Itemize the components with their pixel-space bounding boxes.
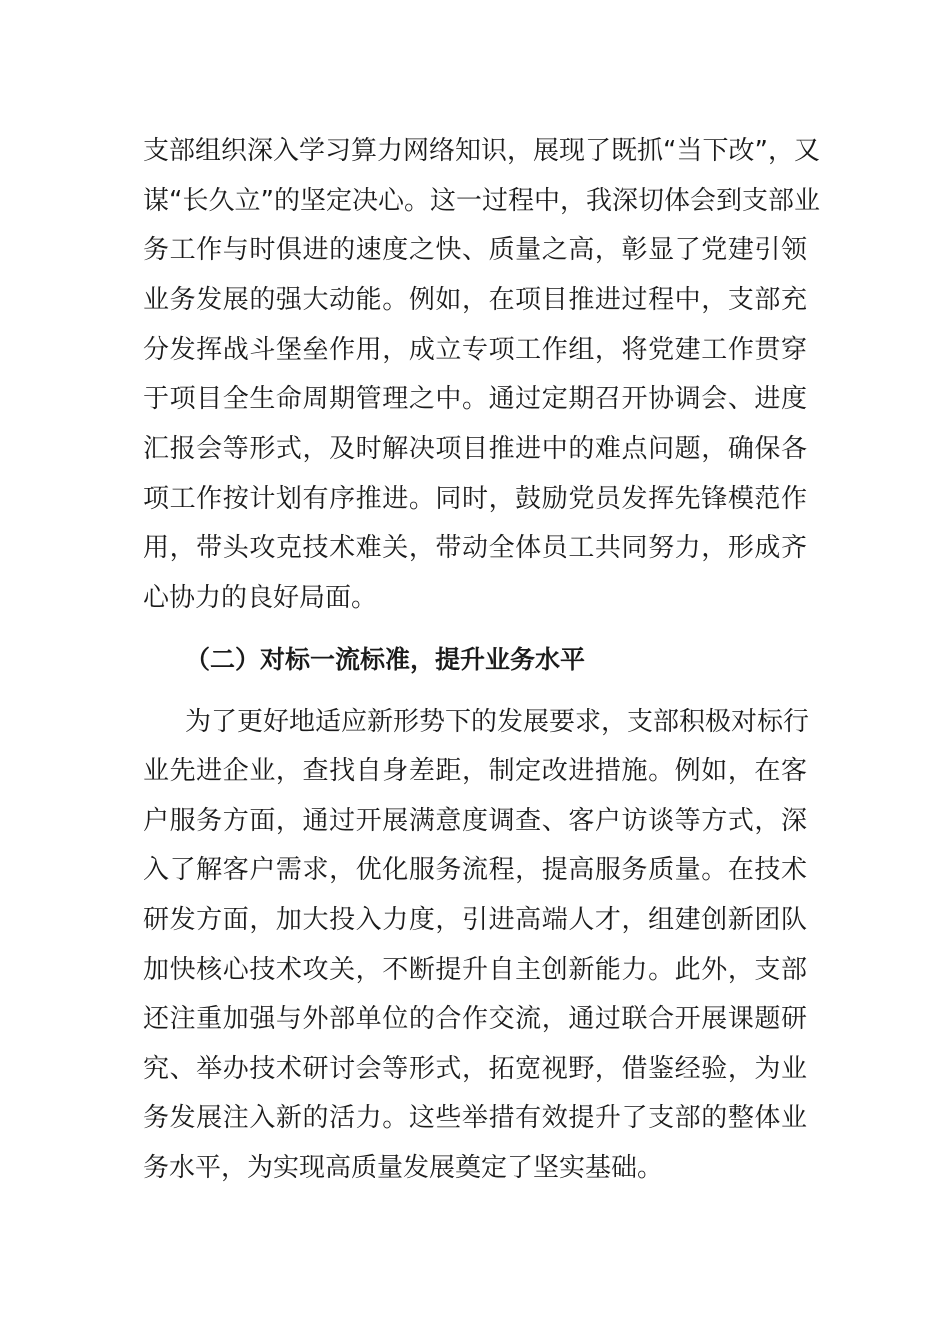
section-heading: （二）对标一流标准，提升业务水平 xyxy=(185,645,586,674)
paragraph-1-line-9: 用，带头攻克技术难关，带动全体员工共同努力，形成齐 xyxy=(143,533,807,563)
paragraph-2-line-6: 加快核心技术攻关，不断提升自主创新能力。此外，支部 xyxy=(143,955,807,985)
paragraph-1-line-8: 项工作按计划有序推进。同时，鼓励党员发挥先锋模范作 xyxy=(143,484,807,514)
paragraph-2-line-5: 研发方面，加大投入力度，引进高端人才，组建创新团队 xyxy=(143,905,807,935)
paragraph-1-line-6: 于项目全生命周期管理之中。通过定期召开协调会、进度 xyxy=(143,384,807,414)
paragraph-1-line-1: 支部组织深入学习算力网络知识，展现了既抓“当下改”，又 xyxy=(143,136,820,166)
paragraph-2-line-10: 务水平，为实现高质量发展奠定了坚实基础。 xyxy=(143,1153,664,1183)
paragraph-1-line-7: 汇报会等形式，及时解决项目推进中的难点问题，确保各 xyxy=(143,434,807,464)
paragraph-2-line-3: 户服务方面，通过开展满意度调查、客户访谈等方式，深 xyxy=(143,806,807,836)
paragraph-1-line-4: 业务发展的强大动能。例如，在项目推进过程中，支部充 xyxy=(143,285,807,315)
paragraph-2-line-2: 业先进企业，查找自身差距，制定改进措施。例如，在客 xyxy=(143,756,807,786)
paragraph-2-line-8: 究、举办技术研讨会等形式，拓宽视野，借鉴经验，为业 xyxy=(143,1054,807,1084)
paragraph-2-line-9: 务发展注入新的活力。这些举措有效提升了支部的整体业 xyxy=(143,1103,807,1133)
paragraph-1-line-10: 心协力的良好局面。 xyxy=(143,583,378,613)
paragraph-2-line-7: 还注重加强与外部单位的合作交流，通过联合开展课题研 xyxy=(143,1004,807,1034)
paragraph-2-line-1: 为了更好地适应新形势下的发展要求，支部积极对标行 xyxy=(185,707,810,737)
paragraph-1-line-3: 务工作与时俱进的速度之快、质量之高，彰显了党建引领 xyxy=(143,235,807,265)
paragraph-1-line-2: 谋“长久立”的坚定决心。这一过程中，我深切体会到支部业 xyxy=(143,186,820,216)
paragraph-2-line-4: 入了解客户需求，优化服务流程，提高服务质量。在技术 xyxy=(143,855,807,885)
paragraph-1-line-5: 分发挥战斗堡垒作用，成立专项工作组，将党建工作贯穿 xyxy=(143,335,807,365)
